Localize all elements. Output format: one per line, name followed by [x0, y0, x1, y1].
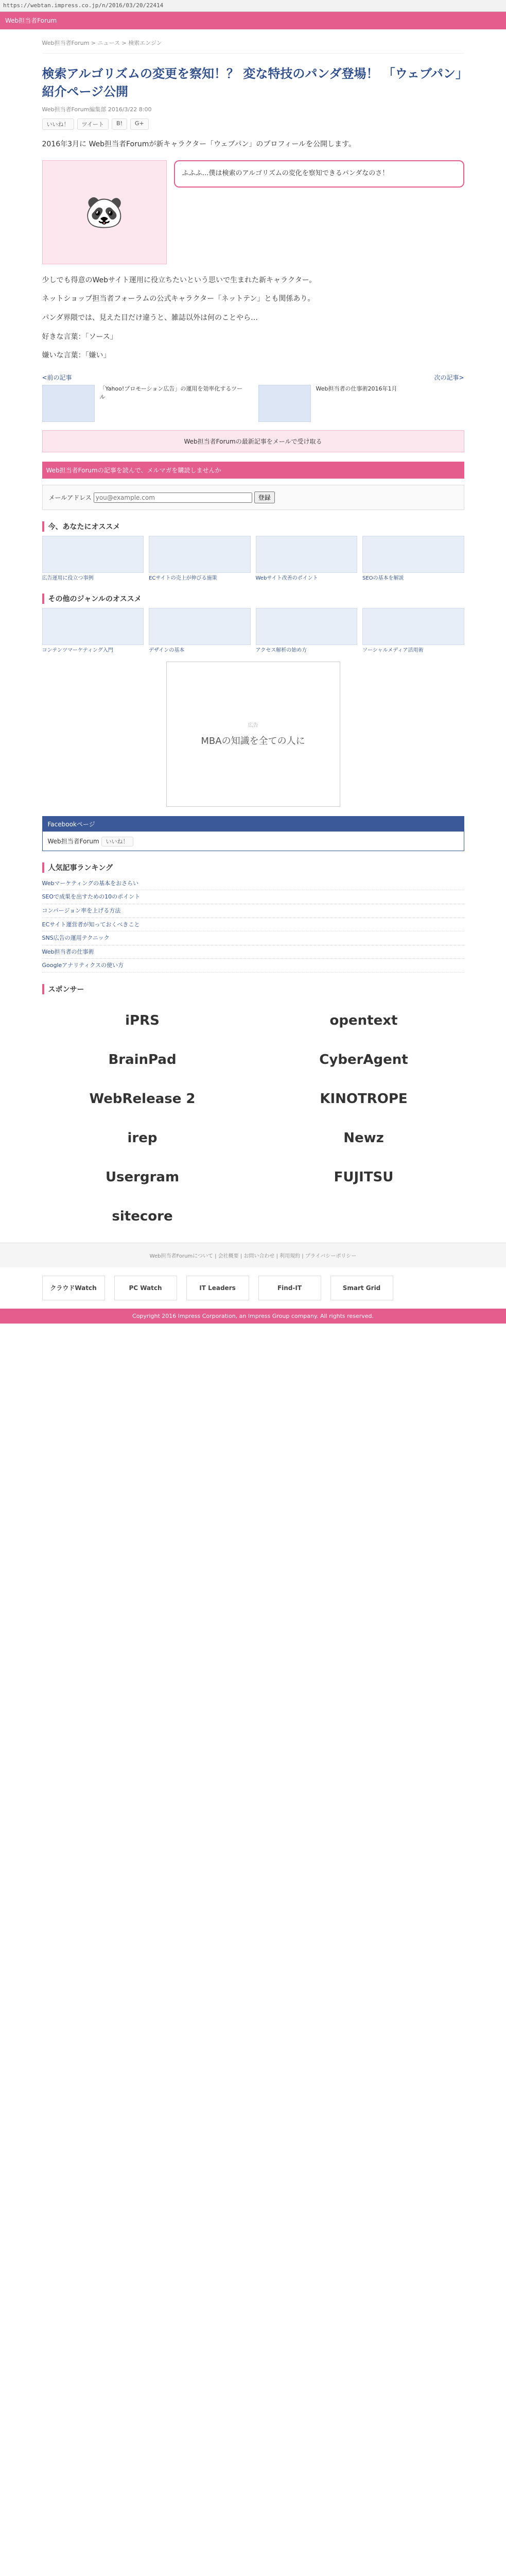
- sponsors-heading: スポンサー: [42, 984, 464, 994]
- recommend-grid: [42, 536, 464, 582]
- sponsor-logo[interactable]: opentext: [329, 1012, 398, 1028]
- footer-links[interactable]: Web担当者Forumについて | 会社概要 | お問い合わせ | 利用規約 | プライバシーポリシー: [0, 1243, 506, 1267]
- more-item[interactable]: [42, 608, 144, 654]
- ranking-heading: 人気記事ランキング: [42, 862, 464, 873]
- ranking-item[interactable]: Googleアナリティクスの使い方: [42, 959, 464, 973]
- ranking-list: [42, 877, 464, 973]
- footer-brand[interactable]: IT Leaders: [186, 1276, 249, 1300]
- subscribe-box: [42, 485, 464, 510]
- more-thumbnail: [362, 608, 464, 645]
- ad-text: MBAの知識を全ての人に: [201, 736, 305, 747]
- recommend-item[interactable]: [362, 536, 464, 582]
- facebook-box: [42, 816, 464, 851]
- recommend-thumbnail: [42, 536, 144, 573]
- sponsor-logo[interactable]: iPRS: [125, 1012, 160, 1028]
- more-heading: その他のジャンルのオススメ: [42, 594, 464, 604]
- recommend-thumbnail: [362, 536, 464, 573]
- facebook-page[interactable]: [43, 832, 464, 851]
- sponsor-logo[interactable]: CyberAgent: [319, 1052, 408, 1067]
- prev-card[interactable]: [42, 385, 248, 422]
- recommend-title: SEOの基本を解説: [362, 575, 404, 581]
- article-nav: [42, 373, 464, 382]
- next-link[interactable]: 次の記事>: [434, 374, 464, 381]
- more-item[interactable]: [362, 608, 464, 654]
- sponsor-logo[interactable]: Newz: [343, 1130, 384, 1146]
- ad-banner[interactable]: [166, 662, 340, 807]
- breadcrumb[interactable]: Web担当者Forum > ニュース > 検索エンジン: [42, 29, 464, 54]
- more-title: アクセス解析の始め方: [255, 647, 307, 653]
- recommend-heading: 今、あなたにオススメ: [42, 521, 464, 532]
- recommend-item[interactable]: [42, 536, 144, 582]
- ranking-item[interactable]: SNS広告の運用テクニック: [42, 931, 464, 945]
- next-title: Web担当者の仕事術2016年1月: [316, 385, 397, 392]
- recommend-thumbnail: [149, 536, 251, 573]
- more-title: デザインの基本: [149, 647, 185, 653]
- ranking-item[interactable]: Webマーケティングの基本をおさらい: [42, 877, 464, 891]
- recommend-thumbnail: [256, 536, 358, 573]
- article-paragraph: ネットショップ担当者フォーラムの公式キャラクター「ネットテン」とも関係あり。: [42, 295, 315, 303]
- footer-brands: [42, 1276, 464, 1300]
- prev-thumbnail: [42, 385, 95, 422]
- copyright: Copyright 2016 Impress Corporation, an Impress Group company. All rights reserved.: [0, 1309, 506, 1324]
- ranking-item[interactable]: Web担当者の仕事術: [42, 945, 464, 959]
- sponsor-logo[interactable]: irep: [127, 1130, 158, 1146]
- footer-brand[interactable]: Smart Grid: [330, 1276, 393, 1300]
- email-label: メールアドレス: [48, 494, 92, 501]
- more-item[interactable]: [256, 608, 358, 654]
- facebook-heading: Facebookページ: [43, 817, 464, 832]
- article-paragraph: 嫌いな言葉：「嫌い」: [42, 351, 111, 360]
- sponsor-logos: [42, 1008, 464, 1229]
- hatena-button[interactable]: B!: [112, 118, 127, 130]
- footer-brand[interactable]: Find-IT: [258, 1276, 321, 1300]
- google-plus-button[interactable]: G+: [130, 118, 149, 130]
- article-paragraph: 好きな言葉：「ソース」: [42, 332, 117, 341]
- article-paragraph: 少しでも得意のWebサイト運用に役立ちたいという思いで生まれた新キャラクター。: [42, 276, 317, 284]
- article-body: [42, 274, 464, 363]
- ranking-item[interactable]: ECサイト運営者が知っておくべきこと: [42, 918, 464, 932]
- newsletter-ribbon: Web担当者Forumの記事を読んで、メルマガを購読しませんか: [42, 462, 464, 479]
- footer-brand[interactable]: PC Watch: [114, 1276, 177, 1300]
- sponsor-logo[interactable]: WebRelease 2: [89, 1091, 196, 1107]
- sponsor-logo[interactable]: BrainPad: [108, 1052, 177, 1067]
- recommend-item[interactable]: [256, 536, 358, 582]
- sponsor-logo[interactable]: Usergram: [105, 1169, 180, 1185]
- more-thumbnail: [149, 608, 251, 645]
- more-grid: [42, 608, 464, 654]
- recommend-title: ECサイトの売上が伸びる施策: [149, 575, 217, 581]
- more-title: コンテンツマーケティング入門: [42, 647, 113, 653]
- recommend-title: Webサイト改善のポイント: [255, 575, 318, 581]
- newsletter-text: Web担当者Forumの最新記事をメールで受け取る: [184, 437, 322, 445]
- like-button[interactable]: いいね！: [42, 118, 74, 130]
- facebook-like-button[interactable]: いいね！: [101, 837, 133, 846]
- next-thumbnail: [258, 385, 311, 422]
- more-thumbnail: [256, 608, 358, 645]
- article-meta: Web担当者Forum編集部 2016/3/22 8:00: [42, 106, 152, 113]
- more-item[interactable]: [149, 608, 251, 654]
- ad-label: 広告: [248, 723, 258, 729]
- footer-brand[interactable]: クラウドWatch: [42, 1276, 105, 1300]
- site-header: Web担当者Forum: [0, 12, 506, 29]
- sponsor-logo[interactable]: KINOTROPE: [320, 1091, 408, 1107]
- sponsor-logo[interactable]: sitecore: [112, 1208, 173, 1224]
- article-paragraph: パンダ界隈では、見えた目だけ違うと、雑誌以外は何のことやら…: [42, 313, 258, 322]
- address-bar[interactable]: https://webtan.impress.co.jp/n/2016/03/20/22414: [0, 0, 506, 12]
- prev-link[interactable]: <前の記事: [42, 374, 72, 381]
- main-container: [42, 29, 464, 1229]
- share-buttons: [42, 118, 464, 130]
- subscribe-button[interactable]: 登録: [254, 492, 275, 503]
- sponsor-logo[interactable]: FUJITSU: [334, 1169, 394, 1185]
- article-lede: 2016年3月に Web担当者Forumが新キャラクター「ウェブパン」のプロフィールを公開します。: [42, 140, 356, 148]
- recommend-item[interactable]: [149, 536, 251, 582]
- panda-mascot-icon: 🐼: [42, 160, 167, 264]
- nav-cards: [42, 385, 464, 422]
- facebook-page-title: Web担当者Forum: [47, 837, 99, 845]
- more-title: ソーシャルメディア活用術: [362, 647, 424, 653]
- newsletter-box: [42, 430, 464, 452]
- more-thumbnail: [42, 608, 144, 645]
- tweet-button[interactable]: ツイート: [77, 118, 109, 130]
- ranking-item[interactable]: コンバージョン率を上げる方法: [42, 904, 464, 918]
- speech-bubble: ふふふ…僕は検索のアルゴリズムの変化を察知できるパンダなのさ！: [174, 160, 464, 188]
- next-card[interactable]: [258, 385, 464, 422]
- article-figure: [42, 160, 464, 264]
- prev-title: 「Yahoo!プロモーション広告」の運用を効率化するツール: [99, 385, 243, 401]
- page-title: 検索アルゴリズムの変更を察知！？ 変な特技のパンダ登場！ 「ウェブパン」紹介ページ公開: [42, 66, 462, 99]
- ranking-item[interactable]: SEOで成果を出すための10のポイント: [42, 890, 464, 904]
- recommend-title: 広告運用に役立つ事例: [42, 575, 94, 581]
- email-field[interactable]: [94, 493, 252, 503]
